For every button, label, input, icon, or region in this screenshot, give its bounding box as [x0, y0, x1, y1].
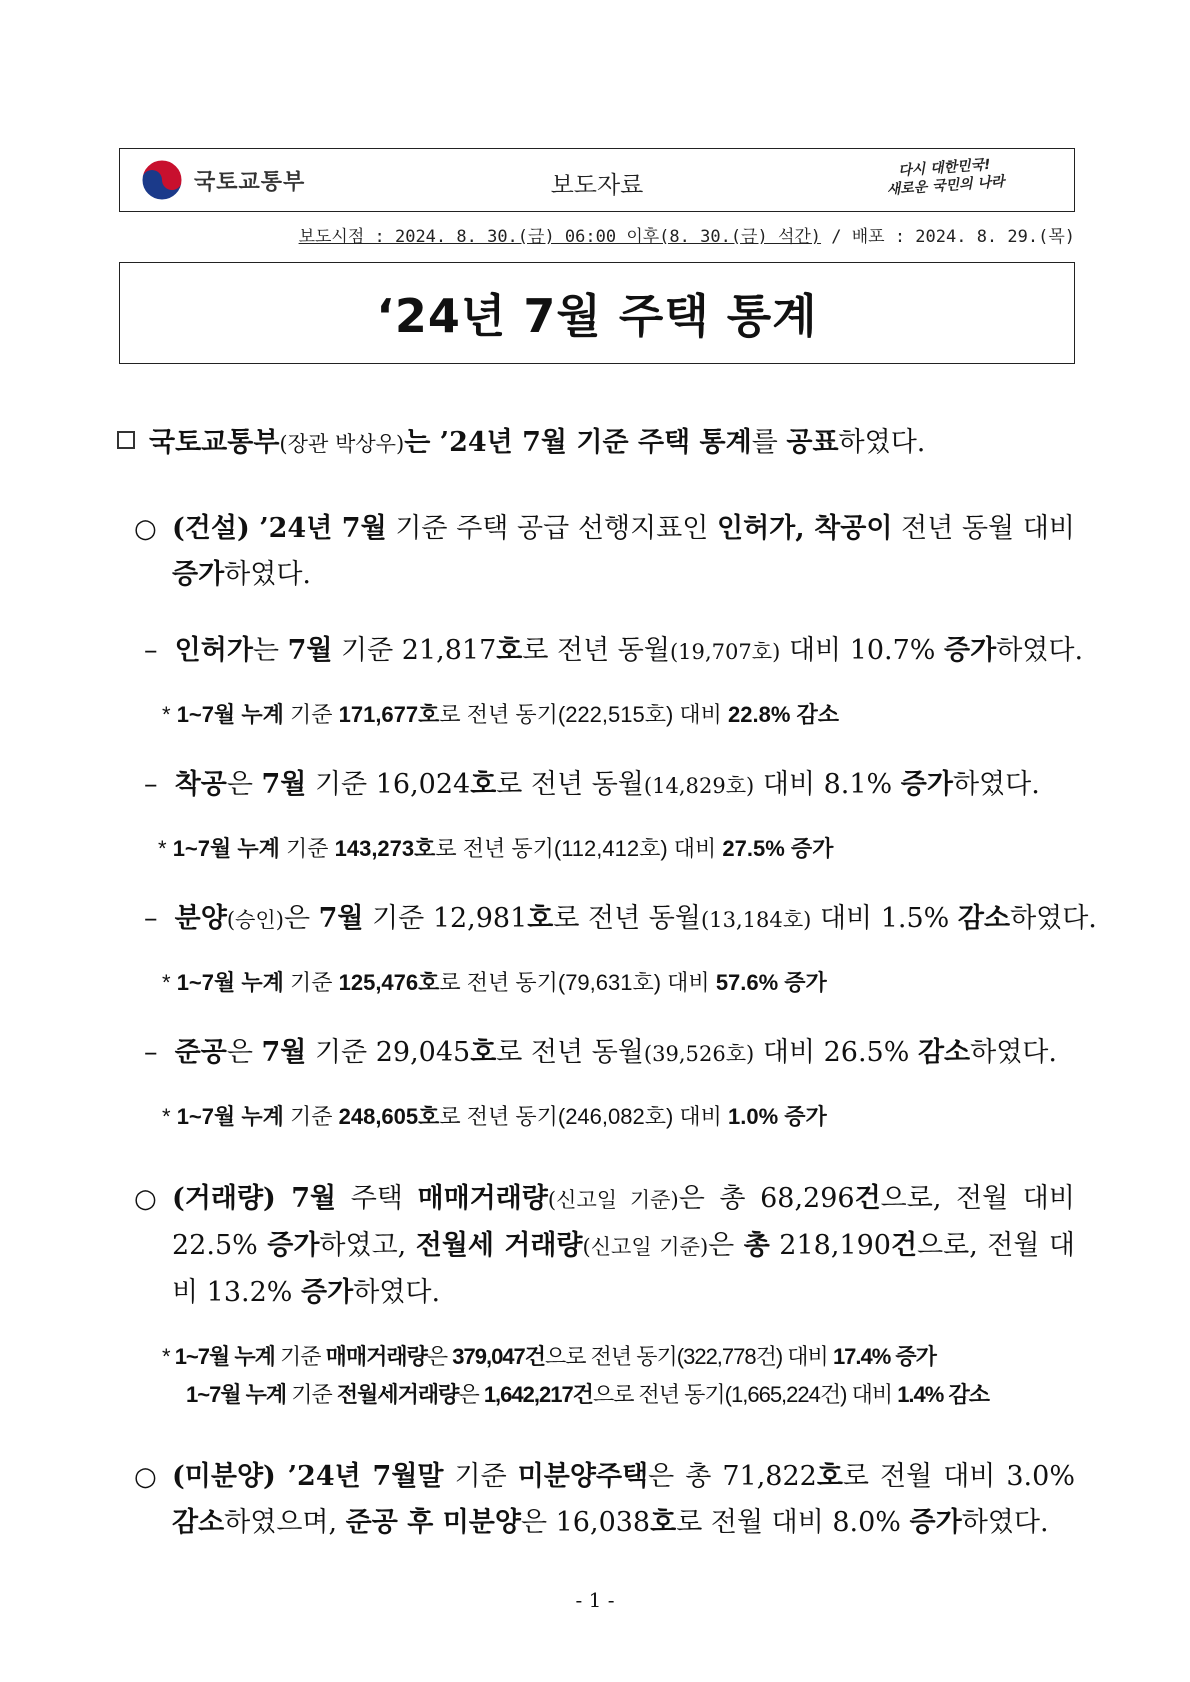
document-type: 보도자료 [550, 171, 644, 199]
cumulative-value: 248,605호 [338, 1104, 440, 1129]
permits-prev: (19,707호) [669, 639, 781, 664]
text: 은 [708, 1230, 744, 1261]
text: 하였다. [1010, 903, 1097, 934]
cumulative-value: 379,047건 [452, 1344, 546, 1369]
construction-text-2: 전년 동월 대비 [892, 513, 1075, 544]
circle-bullet-icon: ○ [134, 514, 157, 544]
sales-volume-label: 매매거래량 [417, 1183, 548, 1214]
unit: 호 [816, 1461, 843, 1492]
transactions-label: (거래량) [172, 1183, 276, 1214]
permits-line: – 인허가는 7월 기준 21,817호로 전년 동월(19,707호) 대비 10.7% 증가하였다. [144, 635, 1084, 666]
cumulative-label: 1~7월 누계 [174, 1344, 275, 1369]
basis-note: (신고일 기준) [547, 1187, 679, 1212]
text: 기준 [283, 970, 339, 995]
text: 로 전년 동기(246,082호) 대비 [439, 1104, 729, 1129]
title-box [119, 262, 1075, 364]
permits-value: 기준 21,817 [332, 635, 497, 666]
asterisk: * [158, 836, 173, 861]
unsold-value: 은 총 71,822 [648, 1461, 817, 1492]
page-number: - 1 - [575, 1588, 615, 1612]
unsold-label: (미분양) [172, 1461, 276, 1492]
lead-subject: 는 ’24년 7월 기준 주택 통계 [404, 427, 752, 458]
distribution-date: / 배포 : 2024. 8. 29.(목) [821, 227, 1075, 247]
cumulative-change: 27.5% 증가 [722, 836, 834, 861]
text: 기준 [443, 1461, 518, 1492]
month: 7월 [318, 903, 364, 934]
construction-indicators: 인허가, 착공이 [717, 513, 893, 544]
text: 기준 [286, 1382, 337, 1407]
rent-volume-value: 218,190 [769, 1230, 891, 1261]
cumulative-value: 143,273호 [334, 836, 436, 861]
completions-value: 기준 29,045 [306, 1037, 471, 1068]
text: 기준 [274, 1344, 326, 1369]
release-info [119, 222, 1075, 247]
cumulative-change: 1.0% 증가 [728, 1104, 827, 1129]
text: 으로 전년 동기(1,665,224건) 대비 [592, 1382, 898, 1407]
cumulative-value: 125,476호 [338, 970, 440, 995]
text: 하였고, [319, 1230, 416, 1261]
construction-paragraph [134, 506, 1075, 598]
completions-cumulative-note [162, 1100, 827, 1131]
construction-period: ’24년 7월 [249, 513, 387, 544]
text: 은 [226, 1037, 262, 1068]
month: 7월 [261, 1037, 307, 1068]
lead-paragraph [117, 420, 925, 459]
unit: 건 [890, 1230, 918, 1261]
asterisk: * [162, 970, 177, 995]
starts-line: – 착공은 7월 기준 16,024호로 전년 동월(14,829호) 대비 8.1% 증가하였다. [144, 769, 1040, 800]
trend: 증가 [267, 1230, 320, 1261]
starts-prev: (14,829호) [643, 773, 755, 798]
text: 주택 [336, 1183, 418, 1214]
month: 7월 [261, 769, 307, 800]
cumulative-change: 57.6% 증가 [715, 970, 827, 995]
trend: 감소 [957, 903, 1011, 934]
sales-volume-value: 은 총 68,296 [678, 1183, 855, 1214]
starts-rate: 대비 8.1% [754, 769, 901, 800]
text: 하였다. [961, 1507, 1049, 1538]
cumulative-value: 1,642,217건 [483, 1382, 593, 1407]
construction-text: 기준 주택 공급 선행지표인 [386, 513, 718, 544]
cumulative-label: 1~7월 누계 [176, 702, 284, 727]
text: 로 전년 동월 [496, 769, 644, 800]
cumulative-label: 1~7월 누계 [186, 1382, 287, 1407]
completions-prev: (39,526호) [643, 1041, 755, 1066]
total: 총 [743, 1230, 770, 1261]
unit: 호 [470, 769, 497, 800]
slogan-line-2: 새로운 국민의 나라 [886, 173, 1006, 199]
rent-volume-label: 전월세 거래량 [415, 1230, 583, 1261]
construction-label: (건설) [172, 513, 250, 544]
circle-bullet-icon: ○ [134, 1184, 157, 1214]
text: 으로, 전월 대비 13.2% [172, 1230, 1075, 1308]
cumulative-change: 1.4% 감소 [897, 1382, 989, 1407]
text: 하였다. [996, 635, 1084, 666]
completions-line: – 준공은 7월 기준 29,045호로 전년 동월(39,526호) 대비 26.5% 감소하였다. [144, 1037, 1057, 1068]
page-title: ‘24년 7월 주택 통계 [376, 289, 818, 343]
lead-end: 하였다. [838, 427, 926, 458]
unsold-homes-label: 미분양주택 [517, 1461, 649, 1492]
cumulative-value: 171,677호 [338, 702, 440, 727]
asterisk: * [162, 1344, 175, 1369]
permits-label: 인허가 [174, 635, 253, 666]
header-box [119, 148, 1075, 212]
sales-volume-label: 매매거래량 [325, 1344, 427, 1369]
month: 7월 [287, 635, 333, 666]
transactions-cumulative-sales-note [162, 1340, 936, 1371]
trend: 감소 [917, 1037, 971, 1068]
sales-prev: (13,184호) [700, 907, 812, 932]
post-completion-unsold-label: 준공 후 미분양 [345, 1507, 521, 1538]
unit: 호 [650, 1507, 677, 1538]
sales-qualifier: (승인) [226, 907, 284, 932]
cumulative-label: 1~7월 누계 [176, 1104, 284, 1129]
unit: 건 [854, 1183, 881, 1214]
text: 은 [458, 1382, 484, 1407]
text: 로 전월 대비 8.0% [676, 1507, 910, 1538]
unit: 호 [470, 1037, 497, 1068]
lead-particle: 를 [751, 427, 787, 458]
completions-label: 준공 [174, 1037, 227, 1068]
unsold-paragraph [134, 1454, 1075, 1546]
starts-cumulative-note [158, 832, 833, 863]
month: 7월 [275, 1183, 337, 1214]
cumulative-change: 22.8% 감소 [728, 702, 840, 727]
basis-note: (신고일 기준) [582, 1234, 709, 1259]
rent-volume-label: 전월세거래량 [336, 1382, 459, 1407]
text: 하였으며, [224, 1507, 346, 1538]
text: 은 [426, 1344, 453, 1369]
asterisk: * [162, 1104, 177, 1129]
cumulative-label: 1~7월 누계 [172, 836, 280, 861]
cumulative-label: 1~7월 누계 [176, 970, 284, 995]
lead-announce: 공표 [786, 427, 839, 458]
text: 로 전년 동기(222,515호) 대비 [439, 702, 729, 727]
trend: 증가 [900, 769, 953, 800]
ministry-name: 국토교통부 [194, 169, 306, 195]
cumulative-change: 17.4% 증가 [832, 1344, 936, 1369]
text: 로 전년 동기(79,631호) 대비 [439, 970, 716, 995]
text: 하였다. [952, 769, 1040, 800]
lead-ministry: 국토교통부 [149, 427, 280, 458]
text: 로 전월 대비 3.0% [842, 1461, 1075, 1492]
transactions-cumulative-rent-note [186, 1378, 989, 1409]
period: ’24년 7월말 [275, 1461, 444, 1492]
starts-label: 착공 [174, 769, 227, 800]
text: 는 [252, 635, 288, 666]
permits-rate: 대비 10.7% [780, 635, 945, 666]
sales-label: 분양 [174, 903, 227, 934]
text: 하였다. [970, 1037, 1057, 1068]
embargo-time: 보도시점 : 2024. 8. 30.(금) 06:00 이후(8. 30.(금) 석간) [298, 227, 822, 247]
asterisk: * [162, 702, 177, 727]
unit: 호 [527, 903, 554, 934]
unit: 호 [496, 635, 523, 666]
sales-line: – 분양(승인)은 7월 기준 12,981호로 전년 동월(13,184호) 대비 1.5% 감소하였다. [144, 903, 1097, 934]
square-bullet-icon [117, 431, 135, 449]
text: 으로 전년 동기(322,778건) 대비 [545, 1344, 833, 1369]
slogan-line-1: 다시 대한민국! [897, 156, 992, 180]
text: 로 전년 동기(112,412호) 대비 [435, 836, 723, 861]
text: 으로, 전월 대비 22.5% [172, 1183, 1075, 1261]
sales-rate: 대비 1.5% [811, 903, 958, 934]
text: 로 전년 동월 [496, 1037, 644, 1068]
starts-value: 기준 16,024 [306, 769, 471, 800]
text: 은 [226, 769, 262, 800]
trend: 증가 [301, 1277, 354, 1308]
post-completion-value: 은 16,038 [520, 1507, 651, 1538]
text: 로 전년 동월 [522, 635, 670, 666]
text: 은 [283, 903, 319, 934]
text: 기준 [283, 1104, 339, 1129]
trend: 증가 [944, 635, 997, 666]
text: 하였다. [353, 1277, 441, 1308]
text: 로 전년 동월 [553, 903, 701, 934]
lead-minister: (장관 박상우) [279, 431, 405, 456]
sales-cumulative-note [162, 966, 827, 997]
permits-cumulative-note [162, 698, 839, 729]
construction-increase: 증가 [172, 559, 225, 590]
trend: 증가 [909, 1507, 962, 1538]
construction-end: 하였다. [224, 559, 312, 590]
completions-rate: 대비 26.5% [754, 1037, 918, 1068]
transactions-paragraph [134, 1176, 1075, 1316]
text: 기준 [279, 836, 335, 861]
text: 기준 [283, 702, 339, 727]
sales-value: 기준 12,981 [363, 903, 528, 934]
trend: 감소 [172, 1507, 225, 1538]
circle-bullet-icon: ○ [134, 1462, 157, 1492]
